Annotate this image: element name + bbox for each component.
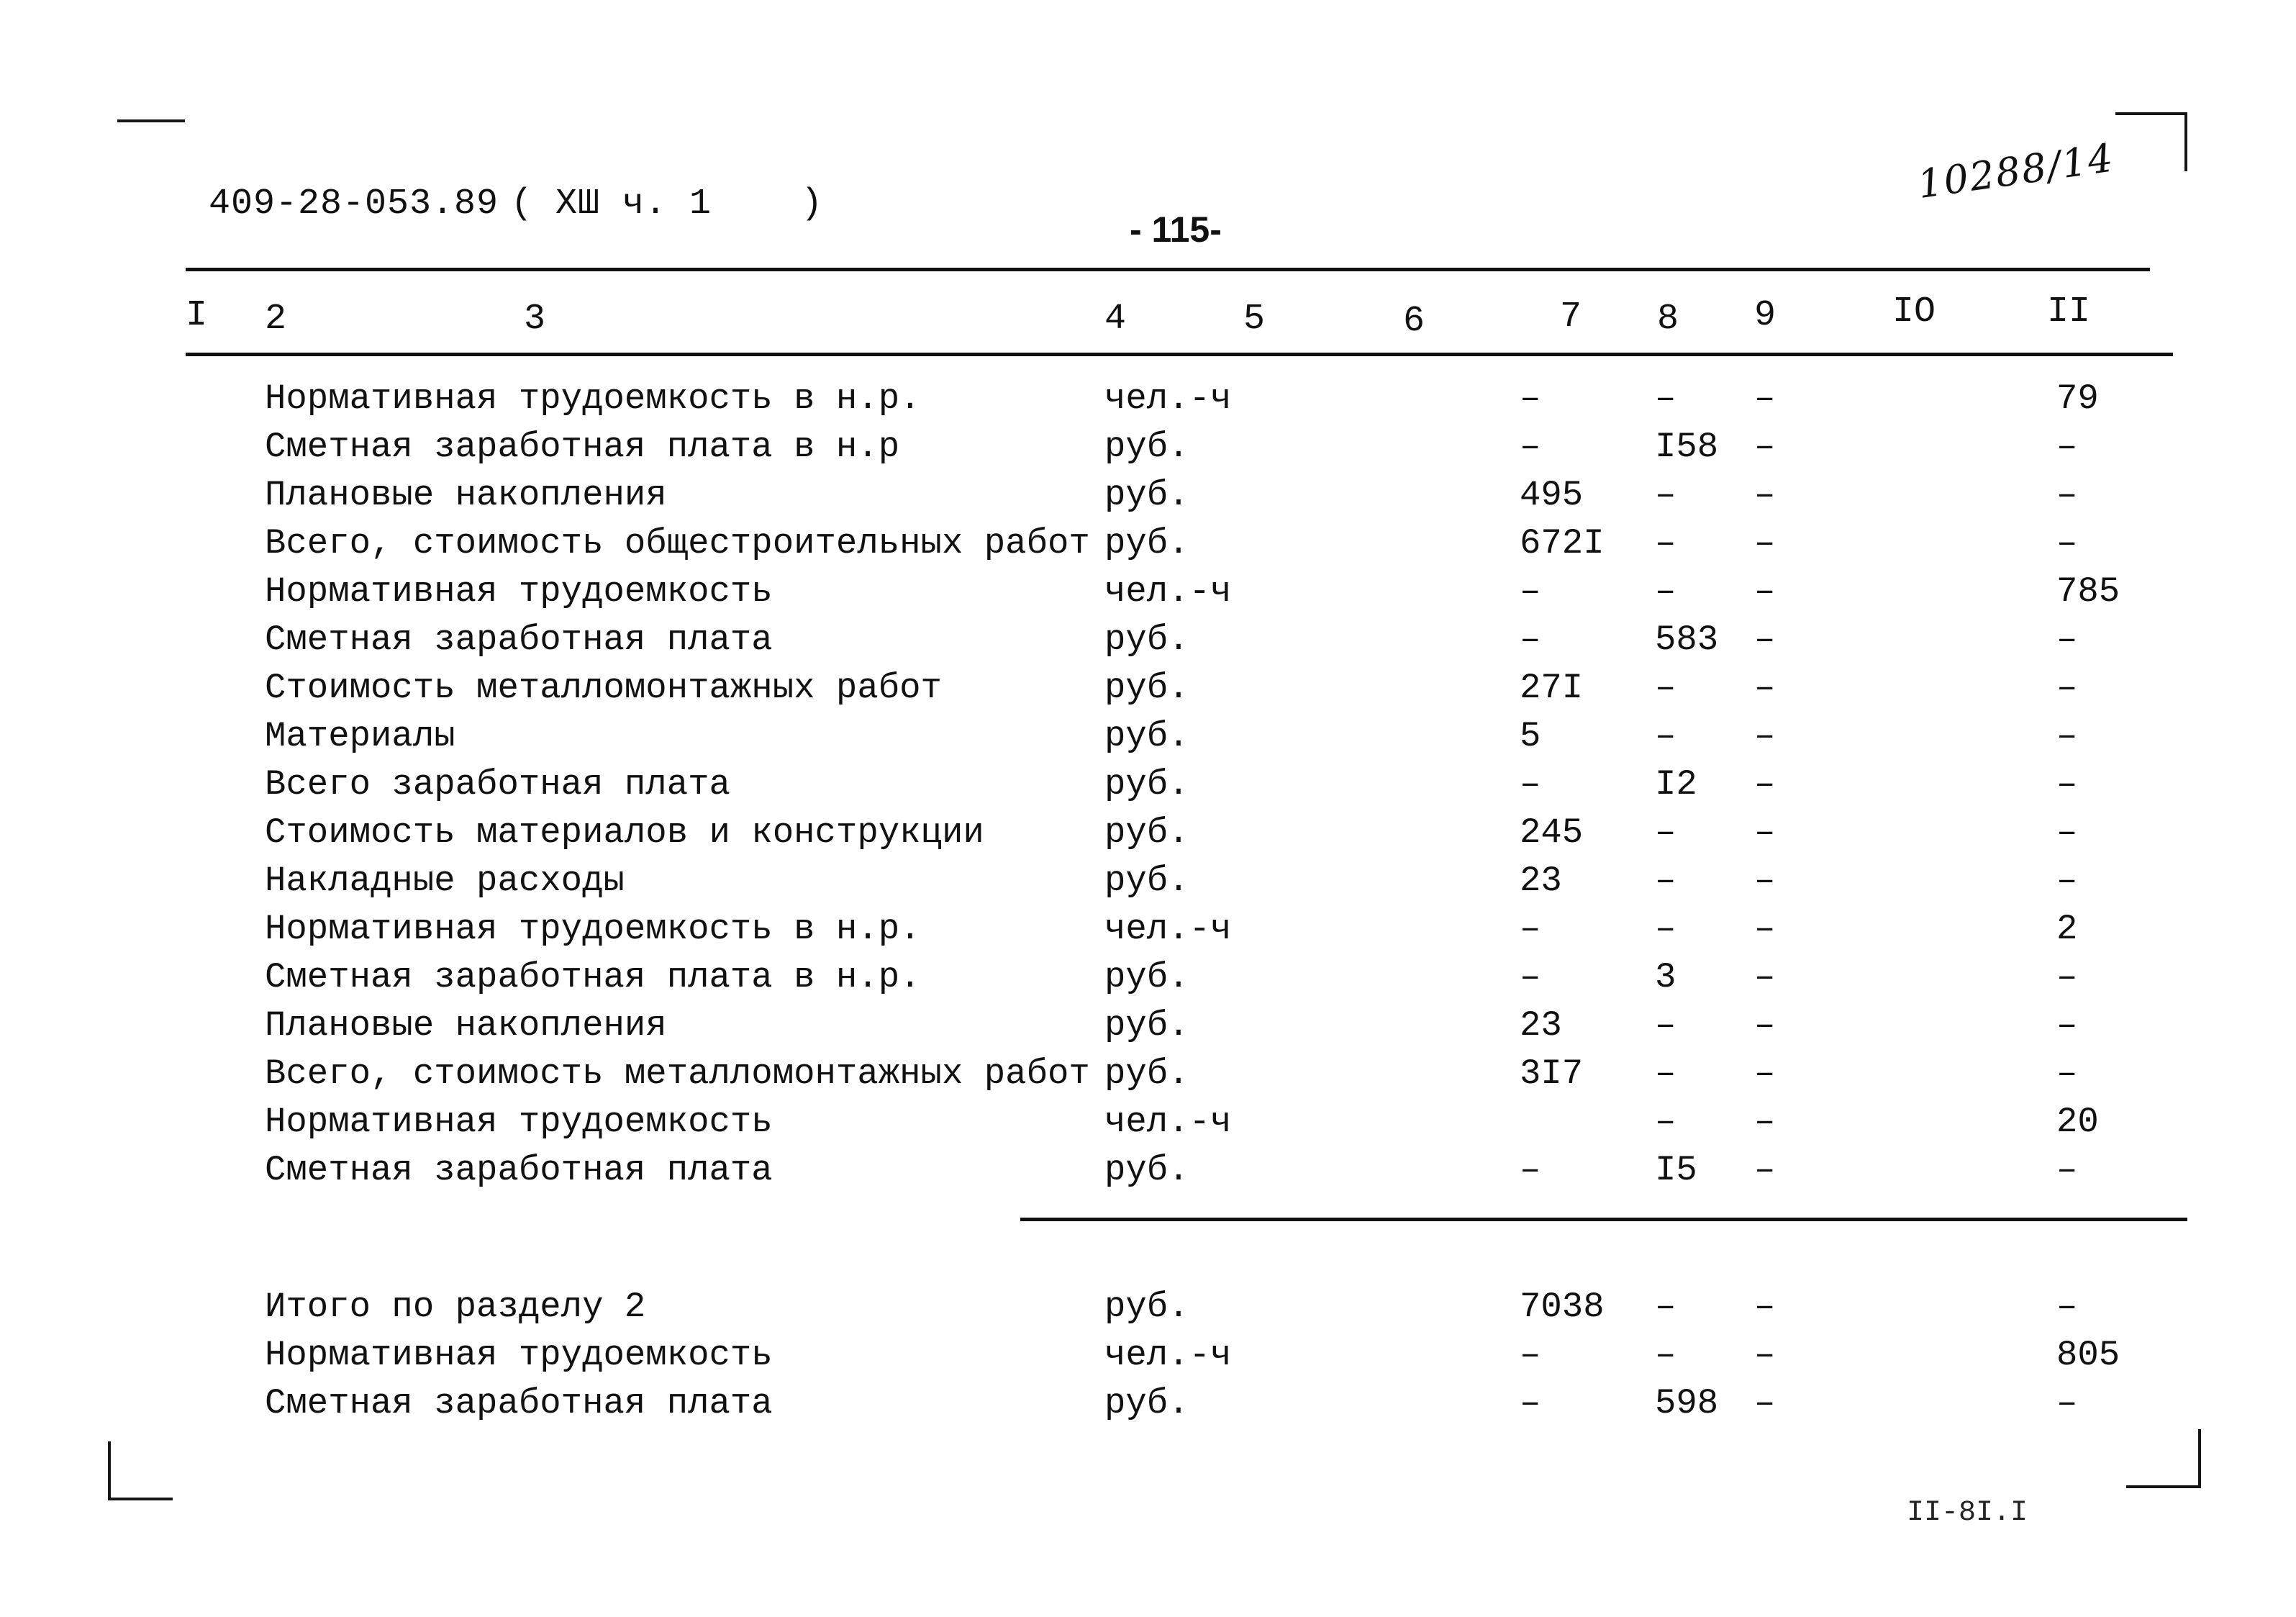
row-col11: – [2056,764,2078,805]
row-col9: – [1754,1054,1776,1094]
row-unit: руб. [1104,716,1189,756]
table-row [0,471,2296,519]
row-name: Плановые накопления [265,475,667,515]
row-col9: – [1754,716,1776,756]
row-name: Всего, стоимость общестроительных работ [265,523,1090,563]
row-col8: – [1655,909,1676,949]
totals-unit: руб. [1104,1287,1189,1327]
frame-mark-bottom-right-h [2126,1485,2201,1488]
row-name: Сметная заработная плата в н.р. [265,957,921,997]
row-col9: – [1754,379,1776,419]
col-header-1: I [186,295,208,336]
row-col8: – [1655,475,1676,515]
frame-mark-top-right-h [2115,112,2187,115]
row-unit: руб. [1104,668,1189,708]
row-col8: – [1655,1005,1676,1046]
col-header-11: II [2047,291,2091,332]
col-header-6: 6 [1403,301,1425,342]
totals-col7: – [1520,1383,1541,1423]
inventory-number: 10288/14 [1915,135,2118,207]
totals-col7: – [1520,1335,1541,1375]
row-unit: руб. [1104,861,1189,901]
row-col9: – [1754,427,1776,467]
row-col8: – [1655,1054,1676,1094]
table-row [0,905,2296,953]
row-unit: руб. [1104,427,1189,467]
row-unit: чел.-ч [1104,909,1232,949]
row-col8: 583 [1655,620,1719,660]
frame-mark-bottom-right-v [2198,1429,2201,1488]
row-col8: – [1655,861,1676,901]
table-top-rule [186,268,2150,271]
table-header-rule [186,353,2173,356]
document-code: 409-28-053.89 [209,184,499,225]
row-col9: – [1754,1150,1776,1190]
totals-col7: 7038 [1520,1287,1605,1327]
row-col9: – [1754,1005,1776,1046]
totals-row [0,1380,2296,1427]
row-col11: – [2056,812,2078,853]
totals-name: Итого по разделу 2 [265,1287,646,1327]
table-row [0,809,2296,856]
row-col7: – [1520,957,1541,997]
subtotal-rule [1020,1218,2187,1221]
totals-col11: – [2056,1383,2078,1423]
row-col9: – [1754,957,1776,997]
row-col7: – [1520,379,1541,419]
table-row [0,568,2296,615]
page-number: - 115- [1130,209,1222,250]
row-col7: 23 [1520,861,1562,901]
row-unit: руб. [1104,1054,1189,1094]
col-header-5: 5 [1243,299,1266,340]
totals-name: Сметная заработная плата [265,1383,773,1423]
col-header-2: 2 [265,299,287,340]
row-col7: – [1520,764,1541,805]
totals-unit: руб. [1104,1383,1189,1423]
row-unit: чел.-ч [1104,379,1232,419]
row-col7: 27I [1520,668,1584,708]
row-col9: – [1754,668,1776,708]
row-col11: 2 [2056,909,2078,949]
row-name: Материалы [265,716,455,756]
row-name: Всего, стоимость металломонтажных работ [265,1054,1090,1094]
table-row [0,375,2296,422]
row-col8: – [1655,1102,1676,1142]
col-header-3: 3 [524,299,546,340]
table-row [0,423,2296,471]
row-col9: – [1754,523,1776,563]
row-col7: – [1520,427,1541,467]
row-col9: – [1754,571,1776,612]
row-col11: – [2056,620,2078,660]
row-unit: чел.-ч [1104,571,1232,612]
row-name: Сметная заработная плата [265,1150,773,1190]
table-row [0,954,2296,1001]
table-row [0,1098,2296,1146]
table-row [0,761,2296,808]
row-name: Сметная заработная плата [265,620,773,660]
row-col9: – [1754,764,1776,805]
row-col11: – [2056,1005,2078,1046]
totals-row [0,1283,2296,1331]
row-col9: – [1754,475,1776,515]
totals-unit: чел.-ч [1104,1335,1232,1375]
totals-col8: 598 [1655,1383,1719,1423]
frame-mark-bottom-left-v [108,1441,111,1500]
row-col7: – [1520,1150,1541,1190]
row-col11: 785 [2056,571,2120,612]
row-name: Нормативная трудоемкость [265,1102,773,1142]
form-code: II-8I.I [1907,1497,2028,1529]
row-col8: – [1655,812,1676,853]
row-col8: – [1655,379,1676,419]
row-unit: руб. [1104,523,1189,563]
row-col8: – [1655,523,1676,563]
row-unit: чел.-ч [1104,1102,1232,1142]
row-unit: руб. [1104,475,1189,515]
row-name: Стоимость металломонтажных работ [265,668,942,708]
totals-col11: 805 [2056,1335,2120,1375]
table-row [0,1146,2296,1194]
row-col8: I5 [1655,1150,1697,1190]
row-col11: – [2056,1150,2078,1190]
row-col7: 23 [1520,1005,1562,1046]
table-row [0,616,2296,663]
row-col9: – [1754,861,1776,901]
row-col8: I58 [1655,427,1719,467]
row-col9: – [1754,812,1776,853]
row-unit: руб. [1104,764,1189,805]
row-col7: – [1520,909,1541,949]
row-name: Нормативная трудоемкость в н.р. [265,379,921,419]
col-header-7: 7 [1560,296,1582,338]
table-row [0,857,2296,905]
frame-mark-top-right-v [2184,112,2187,171]
totals-col8: – [1655,1287,1676,1327]
totals-col8: – [1655,1335,1676,1375]
col-header-4: 4 [1104,299,1127,340]
row-col9: – [1754,909,1776,949]
table-row [0,1002,2296,1049]
row-col7: 3I7 [1520,1054,1584,1094]
row-name: Стоимость материалов и конструкции [265,812,984,853]
row-unit: руб. [1104,1005,1189,1046]
row-col11: – [2056,668,2078,708]
totals-col9: – [1754,1287,1776,1327]
table-row [0,664,2296,712]
frame-mark-bottom-left-h [108,1498,173,1500]
totals-col11: – [2056,1287,2078,1327]
row-name: Нормативная трудоемкость в н.р. [265,909,921,949]
row-col7: 495 [1520,475,1584,515]
row-col9: – [1754,1102,1776,1142]
totals-col9: – [1754,1383,1776,1423]
row-col8: 3 [1655,957,1676,997]
col-header-8: 8 [1657,299,1679,340]
row-unit: руб. [1104,1150,1189,1190]
row-col11: – [2056,957,2078,997]
row-col8: – [1655,716,1676,756]
row-unit: руб. [1104,957,1189,997]
row-col11: – [2056,861,2078,901]
row-unit: руб. [1104,812,1189,853]
row-col8: I2 [1655,764,1697,805]
row-col9: – [1754,620,1776,660]
table-row [0,1050,2296,1097]
frame-mark-top-left [117,119,185,122]
row-name: Всего заработная плата [265,764,730,805]
col-header-10: IO [1892,291,1936,332]
row-col7: – [1520,620,1541,660]
col-header-9: 9 [1754,295,1777,336]
row-col11: 20 [2056,1102,2099,1142]
section-label: ( ХШ ч. 1 ) [511,184,824,225]
row-col11: – [2056,716,2078,756]
row-col11: – [2056,427,2078,467]
row-col11: – [2056,1054,2078,1094]
table-row [0,520,2296,567]
totals-col9: – [1754,1335,1776,1375]
totals-name: Нормативная трудоемкость [265,1335,773,1375]
table-row [0,712,2296,760]
row-col11: 79 [2056,379,2099,419]
row-col8: – [1655,571,1676,612]
row-col11: – [2056,523,2078,563]
row-name: Накладные расходы [265,861,625,901]
row-col8: – [1655,668,1676,708]
row-col7: 245 [1520,812,1584,853]
row-name: Нормативная трудоемкость [265,571,773,612]
row-name: Плановые накопления [265,1005,667,1046]
totals-row [0,1331,2296,1379]
row-unit: руб. [1104,620,1189,660]
row-col7: – [1520,571,1541,612]
row-name: Сметная заработная плата в н.р [265,427,900,467]
row-col7: 5 [1520,716,1541,756]
row-col7: 672I [1520,523,1605,563]
row-col11: – [2056,475,2078,515]
